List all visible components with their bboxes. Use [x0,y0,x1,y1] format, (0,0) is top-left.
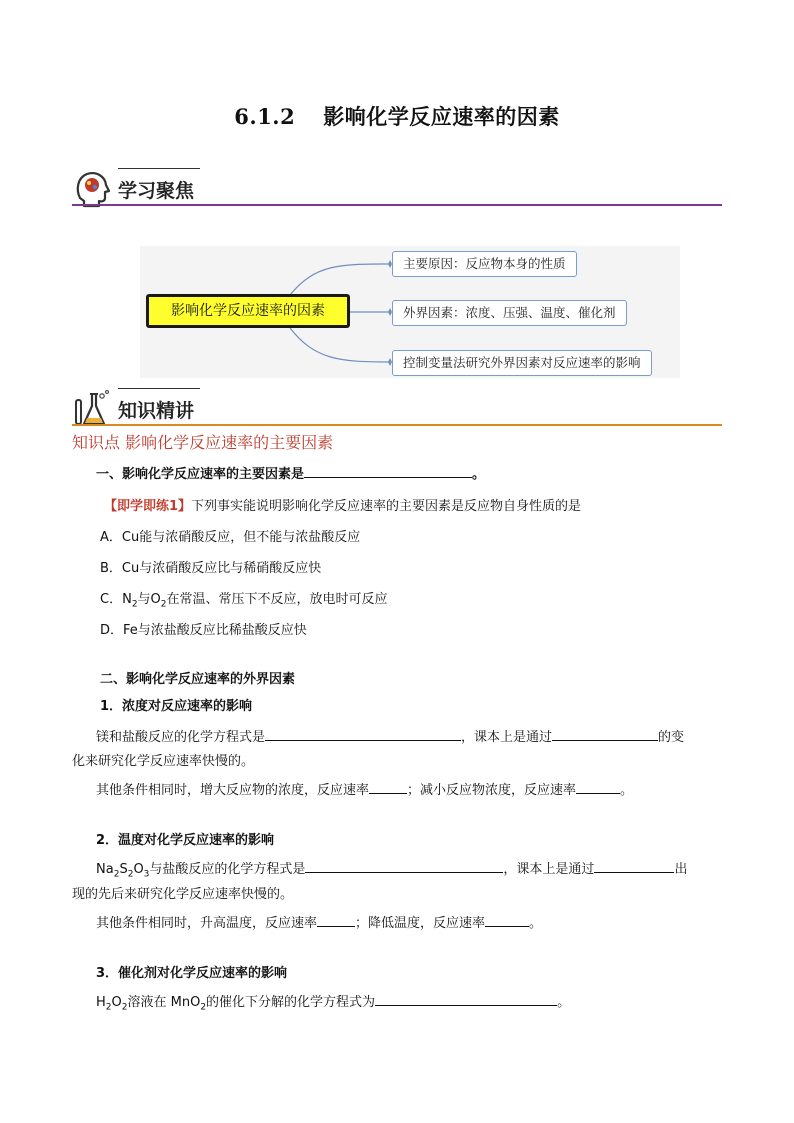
title-text: 影响化学反应速率的因素 [323,104,560,129]
subscript: 2 [200,1002,207,1013]
s1-heading: 1．浓度对反应速率的影响 [100,699,253,714]
exercise-question [104,497,581,517]
mindmap-branch-main-cause: 主要原因：反应物本身的性质 [392,251,577,277]
option-c[interactable] [100,590,388,615]
part1-heading-end: 。 [472,467,486,482]
mindmap [140,246,680,378]
option-c-part: 与O [137,592,161,607]
text: O [133,862,144,877]
text: 的变 [658,730,685,745]
exercise-text: 下列事实能说明影响化学反应速率的主要因素是反应物自身性质的是 [191,499,582,514]
section-focus-label: 学习聚焦 [118,180,195,202]
s1-line2: 化来研究化学反应速率快慢的。 [72,754,255,769]
s3-line1 [96,991,570,1018]
fill-blank[interactable] [305,858,503,873]
fill-blank[interactable] [317,912,355,927]
section-knowledge-header [72,388,722,428]
section-topline [118,168,200,169]
option-d[interactable]: D．Fe与浓盐酸反应比稀盐酸反应快 [100,623,307,638]
section-focus-header [72,168,722,208]
subscript: 2 [113,869,120,880]
subscript: 2 [121,1002,128,1013]
option-c-part: C．N [100,592,132,607]
s1-line1 [96,726,684,748]
fill-blank[interactable] [594,858,674,873]
mindmap-center-node: 影响化学反应速率的因素 [146,294,350,328]
section-topline [118,388,200,389]
text: ，课本上是通过 [461,730,553,745]
s2-line1 [96,858,687,885]
fill-blank[interactable] [485,912,529,927]
subscript: 2 [160,599,167,610]
s3-heading: 3．催化剂对化学反应速率的影响 [96,966,288,981]
text: 镁和盐酸反应的化学方程式是 [96,730,266,745]
text: 的催化下分解的化学方程式为 [206,995,376,1010]
exercise-tag: 【即学即练1】 [104,499,192,514]
text: H [96,995,106,1010]
fill-blank[interactable] [375,991,557,1006]
part1-heading [96,463,485,485]
section-focus-rule [72,204,722,206]
fill-blank[interactable] [265,726,461,741]
fill-blank[interactable] [576,779,620,794]
flask-icon [72,388,112,428]
text: 溶液在 MnO [127,995,201,1010]
s2-heading: 2．温度对化学反应速率的影响 [96,833,275,848]
s2-line2: 现的先后来研究化学反应速率快慢的。 [72,887,294,902]
section-knowledge-rule [72,424,722,426]
fill-blank[interactable] [369,779,407,794]
subscript: 2 [127,869,134,880]
head-brain-icon [72,168,112,208]
option-a[interactable]: A．Cu能与浓硝酸反应，但不能与浓盐酸反应 [100,530,361,545]
part2-heading: 二、影响化学反应速率的外界因素 [100,672,296,687]
title-number: 6.1.2 [234,104,296,129]
text: ；减小反应物浓度，反应速率 [407,783,577,798]
text: 与盐酸反应的化学方程式是 [149,862,306,877]
s2-line3 [96,912,542,934]
text: 。 [557,995,571,1010]
section-knowledge-label: 知识精讲 [118,400,195,422]
fill-blank[interactable] [552,726,658,741]
text: 其他条件相同时，升高温度，反应速率 [96,916,318,931]
text: O [111,995,122,1010]
text: ；降低温度，反应速率 [355,916,486,931]
text: 出 [674,862,688,877]
text: 。 [529,916,543,931]
s1-line3 [96,779,633,801]
subscript: 3 [143,869,150,880]
part1-heading-text: 一、影响化学反应速率的主要因素是 [96,467,305,482]
fill-blank[interactable] [304,463,472,478]
text: Na [96,862,114,877]
text: 其他条件相同时，增大反应物的浓度，反应速率 [96,783,370,798]
knowledge-point-title: 知识点 影响化学反应速率的主要因素 [72,433,334,452]
mindmap-branch-control-variable: 控制变量法研究外界因素对反应速率的影响 [392,350,652,376]
subscript: 2 [105,1002,112,1013]
page-title [0,101,794,131]
text: S [119,862,128,877]
mindmap-branch-external: 外界因素：浓度、压强、温度、催化剂 [392,300,627,326]
option-c-part: 在常温、常压下不反应，放电时可反应 [166,592,388,607]
subscript: 2 [131,599,138,610]
option-b[interactable]: B．Cu与浓硝酸反应比与稀硝酸反应快 [100,561,322,576]
text: 。 [620,783,634,798]
text: ，课本上是通过 [503,862,595,877]
